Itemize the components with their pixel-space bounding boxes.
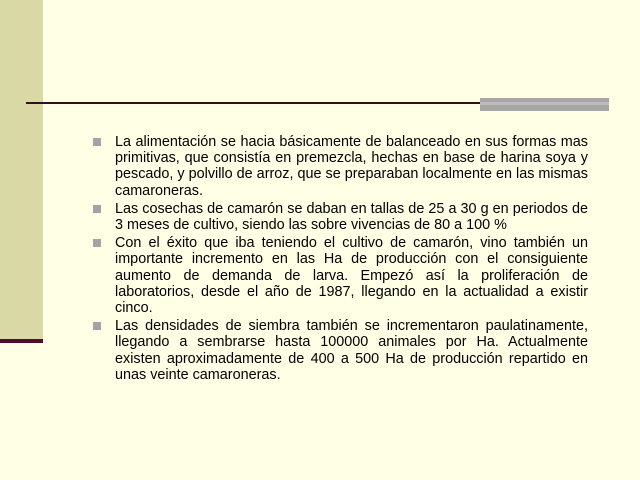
bullet-item-3: [92, 235, 588, 316]
square-bullet-icon: [93, 138, 101, 146]
square-bullet-icon: [93, 205, 101, 213]
square-bullet-icon: [93, 239, 101, 247]
bullet-text: Las densidades de siembra también se incrementaron paulatinamente, llegando a sembrarse hasta 100000 animales por Ha. Actualmente existen aproximadamente de 400 a 500 Ha de producción repartido en unas veinte camaroneras.: [115, 318, 588, 383]
bullet-list: [92, 134, 588, 385]
bullet-text: Con el éxito que iba teniendo el cultivo de camarón, vino también un importante incremento en las Ha de producción con el consiguiente aumento de demanda de larva. Empezó así la proliferación de laboratorios, desde el año de 1987, llegando en la actualidad a existir cinco.: [115, 235, 588, 317]
bullet-item-4: [92, 318, 588, 383]
square-bullet-icon: [93, 322, 101, 330]
bullet-text: Las cosechas de camarón se daban en tallas de 25 a 30 g en periodos de 3 meses de cultivo, siendo las sobre vivencias de 80 a 100 %: [115, 200, 588, 234]
left-bar-rule: [0, 339, 43, 343]
left-decorative-bar: [0, 0, 43, 342]
bullet-item-1: [92, 134, 588, 199]
accent-block: [480, 98, 609, 111]
bullet-text: La alimentación se hacia básicamente de balanceado en sus formas mas primitivas, que consistía en premezcla, hechas en base de harina soya y pescado, y polvillo de arroz, que se preparaban localmente en las mismas camaroneras.: [115, 134, 588, 199]
bullet-item-2: [92, 201, 588, 233]
